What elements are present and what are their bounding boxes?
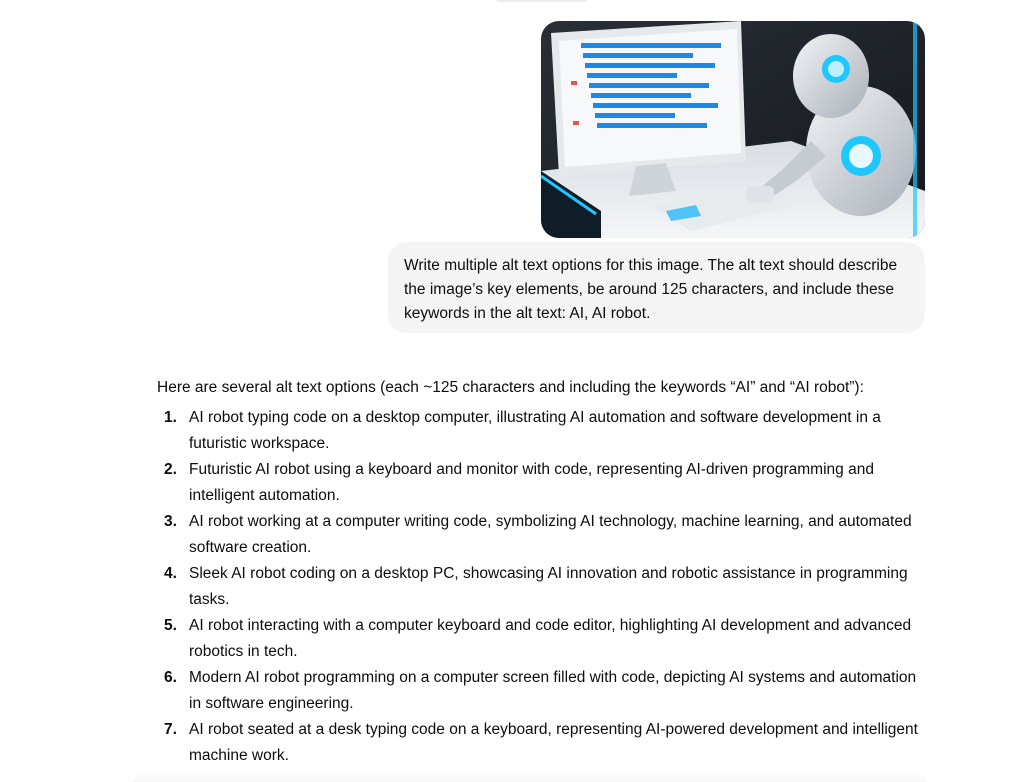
ai-robot-coding-image: [541, 21, 925, 238]
list-item-number: 4.: [164, 565, 177, 582]
uploaded-image[interactable]: [541, 21, 925, 238]
list-item-text: AI robot seated at a desk typing code on a keyboard, representing AI-powered development and intelligent machine work.: [189, 721, 918, 764]
alt-text-options-list: [157, 405, 927, 769]
list-item: [157, 405, 927, 457]
previous-message-edge: [496, 0, 588, 2]
assistant-message: [157, 375, 927, 769]
list-item-text: Modern AI robot programming on a computer screen filled with code, depicting AI systems and automation in software engineering.: [189, 669, 917, 712]
list-item: [157, 561, 927, 613]
list-item-number: 5.: [164, 617, 177, 634]
list-item-number: 3.: [164, 513, 177, 530]
user-message-bubble: [388, 242, 925, 333]
assistant-intro: Here are several alt text options (each ~125 characters and including the keywords “AI” and “AI robot”):: [157, 379, 864, 396]
list-item: [157, 457, 927, 509]
list-item: [157, 613, 927, 665]
list-item: [157, 665, 927, 717]
composer-edge: [130, 772, 930, 782]
list-item-text: AI robot working at a computer writing code, symbolizing AI technology, machine learning, and automated software creation.: [189, 513, 912, 556]
list-item-number: 2.: [164, 461, 177, 478]
list-item-number: 7.: [164, 721, 177, 738]
list-item-text: AI robot typing code on a desktop computer, illustrating AI automation and software development in a futuristic workspace.: [189, 409, 881, 452]
list-item-text: Sleek AI robot coding on a desktop PC, showcasing AI innovation and robotic assistance in programming tasks.: [189, 565, 908, 608]
user-message-text: Write multiple alt text options for this image. The alt text should describe the image’s key elements, be around 125 characters, and include these keywords in the alt text: AI, AI robot.: [404, 257, 898, 322]
list-item: [157, 717, 927, 769]
list-item-number: 6.: [164, 669, 177, 686]
list-item-text: AI robot interacting with a computer keyboard and code editor, highlighting AI development and advanced robotics in tech.: [189, 617, 912, 660]
list-item-number: 1.: [164, 409, 177, 426]
list-item-text: Futuristic AI robot using a keyboard and monitor with code, representing AI-driven programming and intelligent automation.: [189, 461, 874, 504]
list-item: [157, 509, 927, 561]
